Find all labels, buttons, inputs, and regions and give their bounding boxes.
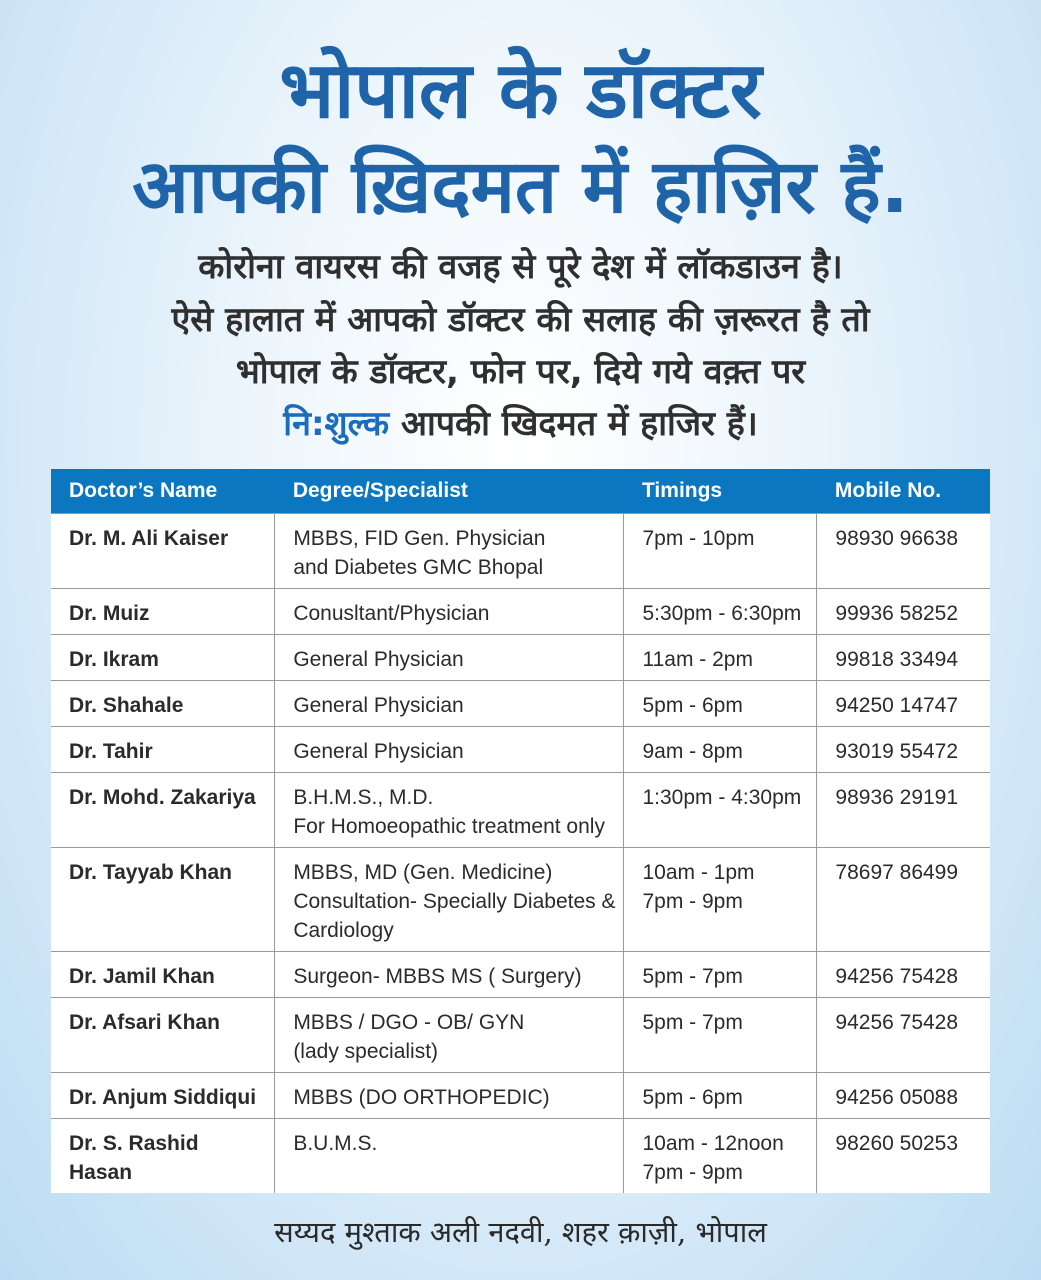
degree-line: For Homoeopathic treatment only: [293, 814, 605, 838]
timing-line: 5pm - 7pm: [642, 1010, 743, 1034]
intro-line-4: [0, 404, 1041, 444]
intro-line-2: ऐसे हालात में आपको डॉक्टर की सलाह की ज़रूरत है तो: [171, 300, 870, 340]
doctor-rows: [51, 513, 990, 1193]
timing-line: 11am - 2pm: [642, 647, 753, 671]
timing-line: 10am - 1pm: [642, 860, 755, 884]
table-row: [51, 588, 990, 634]
timing-line: 5pm - 6pm: [642, 1085, 743, 1109]
doctor-name: Dr. Mohd. Zakariya: [51, 772, 275, 847]
doctor-degree: [275, 1118, 624, 1193]
degree-line: General Physician: [293, 739, 464, 763]
doctor-degree: [275, 951, 624, 997]
degree-line: Cardiology: [293, 918, 394, 942]
doctor-timings: [624, 997, 817, 1072]
degree-line: Conusltant/Physician: [293, 601, 490, 625]
column-header-name: Doctor’s Name: [51, 469, 275, 513]
timing-line: 9am - 8pm: [642, 739, 743, 763]
doctor-timings: [624, 726, 817, 772]
timing-line: 7pm - 10pm: [642, 526, 755, 550]
doctor-mobile: 99818 33494: [817, 634, 990, 680]
table-header-row: [51, 469, 990, 513]
table-row: [51, 1118, 990, 1193]
doctor-mobile: 93019 55472: [817, 726, 990, 772]
degree-line: MBBS, FID Gen. Physician: [293, 526, 546, 550]
table-row: [51, 513, 990, 588]
doctor-degree: [275, 588, 624, 634]
doctor-mobile: 94256 75428: [817, 951, 990, 997]
doctor-mobile: 94256 75428: [817, 997, 990, 1072]
doctor-degree: [275, 634, 624, 680]
doctor-timings: [624, 951, 817, 997]
timing-line: 5:30pm - 6:30pm: [642, 601, 802, 625]
timing-line: 7pm - 9pm: [642, 889, 743, 913]
doctor-name: Dr. M. Ali Kaiser: [51, 513, 275, 588]
table-row: [51, 951, 990, 997]
doctor-name: Dr. S. Rashid Hasan: [51, 1118, 275, 1193]
doctor-timings: [624, 847, 817, 951]
doctor-mobile: 94250 14747: [817, 680, 990, 726]
degree-line: Consultation- Specially Diabetes &: [293, 889, 616, 913]
doctor-name: Dr. Shahale: [51, 680, 275, 726]
table-row: [51, 726, 990, 772]
intro-line-3: भोपाल के डॉक्टर, फोन पर, दिये गये वक़्त पर: [235, 352, 806, 392]
doctor-timings: [624, 772, 817, 847]
timing-line: 7pm - 9pm: [642, 1160, 743, 1184]
doctor-degree: [275, 1072, 624, 1118]
column-header-degree: Degree/Specialist: [275, 469, 624, 513]
intro-line-1: कोरोना वायरस की वजह से पूरे देश में लॉकडाउन है।: [198, 247, 843, 287]
degree-line: B.H.M.S., M.D.: [293, 785, 434, 809]
timing-line: 1:30pm - 4:30pm: [642, 785, 802, 809]
column-header-mobile: Mobile No.: [817, 469, 990, 513]
table-row: [51, 772, 990, 847]
doctor-timings: [624, 1118, 817, 1193]
doctor-timings: [624, 634, 817, 680]
degree-line: General Physician: [293, 647, 464, 671]
doctor-name: Dr. Tayyab Khan: [51, 847, 275, 951]
free-of-charge-highlight: नि:शुल्क: [283, 404, 390, 444]
intro-line-4-text: आपकी खिदमत में हाजिर हैं।: [389, 404, 758, 444]
doctor-name: Dr. Jamil Khan: [51, 951, 275, 997]
page-title-line-2: आपकी ख़िदमत में हाज़िर हैं.: [132, 144, 909, 230]
doctor-degree: [275, 997, 624, 1072]
table-row: [51, 847, 990, 951]
degree-line: B.U.M.S.: [293, 1131, 378, 1155]
degree-line: MBBS (DO ORTHOPEDIC): [293, 1085, 550, 1109]
doctor-mobile: 98936 29191: [817, 772, 990, 847]
timing-line: 10am - 12noon: [642, 1131, 784, 1155]
doctor-mobile: 78697 86499: [817, 847, 990, 951]
degree-line: Surgeon- MBBS MS ( Surgery): [293, 964, 582, 988]
doctor-degree: [275, 513, 624, 588]
doctor-name: Dr. Ikram: [51, 634, 275, 680]
doctor-degree: [275, 772, 624, 847]
doctor-timings: [624, 588, 817, 634]
doctor-timings: [624, 680, 817, 726]
doctor-name: Dr. Anjum Siddiqui: [51, 1072, 275, 1118]
degree-line: MBBS, MD (Gen. Medicine): [293, 860, 553, 884]
degree-line: and Diabetes GMC Bhopal: [293, 555, 544, 579]
timing-line: 5pm - 6pm: [642, 693, 743, 717]
doctor-timings: [624, 513, 817, 588]
doctor-mobile: 98930 96638: [817, 513, 990, 588]
doctor-name: Dr. Muiz: [51, 588, 275, 634]
doctor-mobile: 99936 58252: [817, 588, 990, 634]
degree-line: (lady specialist): [293, 1039, 439, 1063]
table-row: [51, 680, 990, 726]
doctor-name: Dr. Afsari Khan: [51, 997, 275, 1072]
timing-line: 5pm - 7pm: [642, 964, 743, 988]
doctor-mobile: 98260 50253: [817, 1118, 990, 1193]
doctor-mobile: 94256 05088: [817, 1072, 990, 1118]
table-row: [51, 634, 990, 680]
doctor-name: Dr. Tahir: [51, 726, 275, 772]
doctor-degree: [275, 726, 624, 772]
column-header-timings: Timings: [624, 469, 817, 513]
page-title-line-1: भोपाल के डॉक्टर: [279, 46, 762, 136]
footer-signature: सय्यद मुश्ताक अली नदवी, शहर क़ाज़ी, भोपाल: [274, 1215, 767, 1249]
doctors-table: [51, 469, 990, 1193]
doctor-degree: [275, 847, 624, 951]
doctor-degree: [275, 680, 624, 726]
degree-line: General Physician: [293, 693, 464, 717]
degree-line: MBBS / DGO - OB/ GYN: [293, 1010, 525, 1034]
table-row: [51, 1072, 990, 1118]
doctor-timings: [624, 1072, 817, 1118]
table-row: [51, 997, 990, 1072]
